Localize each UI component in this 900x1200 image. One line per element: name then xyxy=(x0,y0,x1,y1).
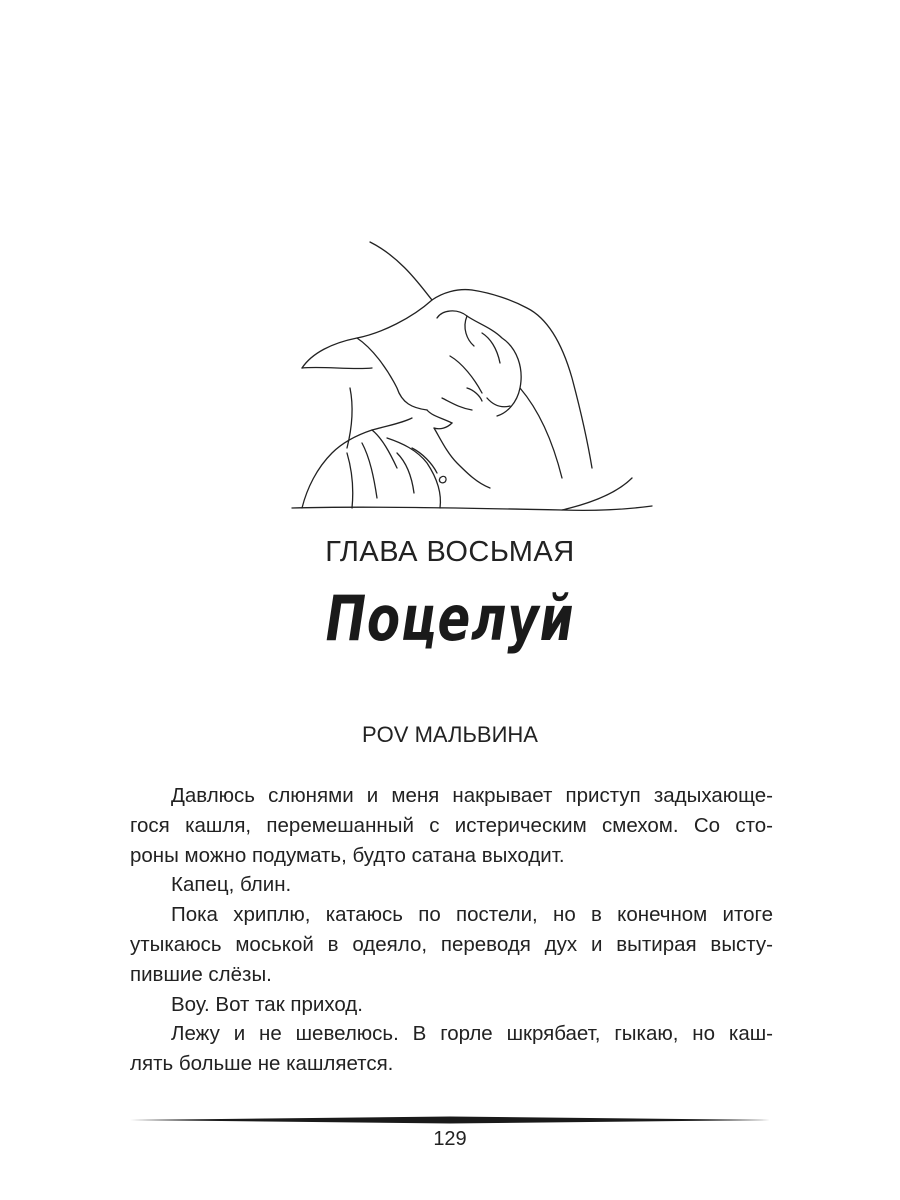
pov-heading: POV МАЛЬВИНА xyxy=(362,722,538,747)
chapter-title: Поцелуй xyxy=(325,582,575,655)
text-line: гося кашля, перемешанный с истерическим смехом. Со сто- xyxy=(130,813,773,837)
body-text xyxy=(130,781,773,1079)
text-line: лять больше не кашляется. xyxy=(130,1052,394,1076)
text-line: роны можно подумать, будто сатана выходит. xyxy=(130,843,565,867)
text-line: утыкаюсь моськой в одеяло, переводя дух и вытирая высту- xyxy=(130,932,773,956)
text-line: Давлюсь слюнями и меня накрывает приступ задыхающе- xyxy=(171,784,773,807)
footer-rule xyxy=(130,1116,770,1124)
text-line: пившие слёзы. xyxy=(130,962,272,986)
text-line: Воу. Вот так приход. xyxy=(171,992,363,1016)
chapter-label: ГЛАВА ВОСЬМАЯ xyxy=(325,536,575,568)
text-line: Лежу и не шевелюсь. В горле шкрябает, гыкаю, но каш- xyxy=(171,1022,773,1046)
text-line: Пока хриплю, катаюсь по постели, но в конечном итоге xyxy=(171,903,773,927)
kiss-line-illustration xyxy=(262,238,672,533)
text-line: Капец, блин. xyxy=(171,873,292,897)
page-number: 129 xyxy=(433,1128,467,1150)
